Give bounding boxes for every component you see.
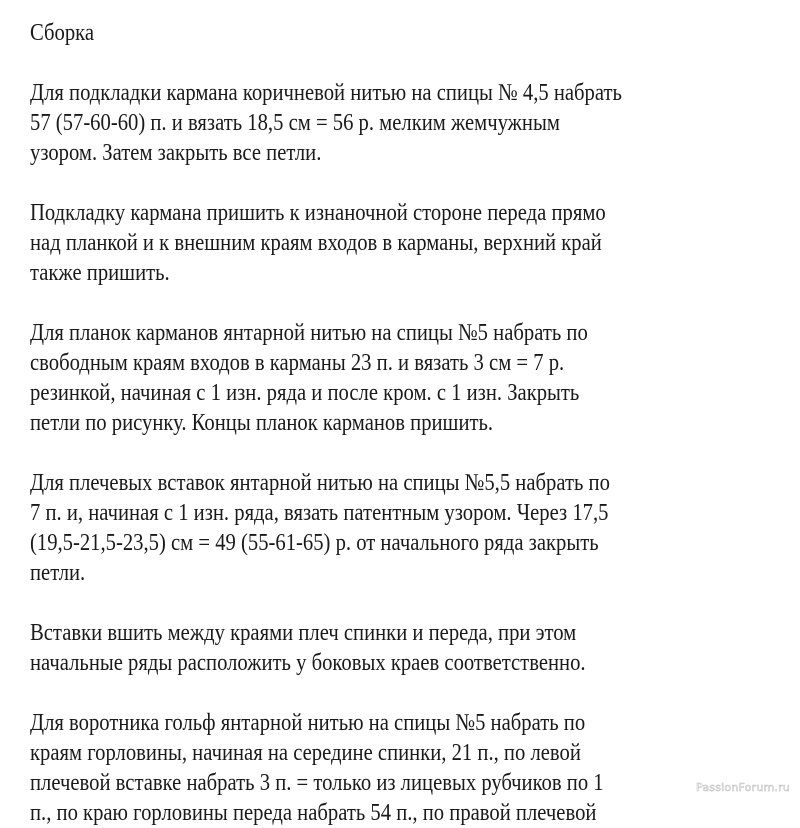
text-line: Для подкладки кармана коричневой нитью на спицы № 4,5 набрать [30, 80, 622, 106]
text-line: Подкладку кармана пришить к изнаночной стороне переда прямо [30, 200, 606, 226]
text-line: п., по краю горловины переда набрать 54 п., по правой плечевой [30, 800, 597, 826]
text-line: узором. Затем закрыть все петли. [30, 140, 322, 166]
text-line: начальные ряды расположить у боковых краев соответственно. [30, 650, 586, 676]
text-line: Для плечевых вставок янтарной нитью на спицы №5,5 набрать по [30, 470, 610, 496]
text-line: резинкой, начиная с 1 изн. ряда и после кром. с 1 изн. Закрыть [30, 380, 580, 406]
paragraph-insert-sewing [30, 618, 790, 678]
paragraph-gap [30, 288, 790, 318]
text-line: Для воротника гольф янтарной нитью на спицы №5 набрать по [30, 710, 586, 736]
paragraph-pocket-lining [30, 78, 790, 168]
text-line: Вставки вшить между краями плеч спинки и переда, при этом [30, 620, 577, 646]
document-page [30, 18, 790, 828]
section-heading: Сборка [30, 20, 95, 46]
paragraph-pocket-sewing [30, 198, 790, 288]
text-line: петли по рисунку. Концы планок карманов пришить. [30, 410, 494, 436]
text-line: 57 (57-60-60) п. и вязать 18,5 см = 56 р. мелким жемчужным [30, 110, 560, 136]
paragraph-gap [30, 168, 790, 198]
text-line: 7 п. и, начиная с 1 изн. ряда, вязать патентным узором. Через 17,5 [30, 500, 609, 526]
text-line: над планкой и к внешним краям входов в карманы, верхний край [30, 230, 602, 256]
paragraph-shoulder-inserts [30, 468, 790, 588]
text-line: краям горловины, начиная на середине спинки, 21 п., по левой [30, 740, 581, 766]
text-line: также пришить. [30, 260, 170, 286]
text-line: плечевой вставке набрать 3 п. = только из лицевых рубчиков по 1 [30, 770, 604, 796]
text-line: (19,5-21,5-23,5) см = 49 (55-61-65) р. от начального ряда закрыть [30, 530, 599, 556]
text-line: свободным краям входов в карманы 23 п. и вязать 3 см = 7 р. [30, 350, 565, 376]
paragraph-gap [30, 678, 790, 708]
paragraph-gap [30, 588, 790, 618]
watermark: PassionForum.ru [696, 781, 790, 794]
paragraph-collar [30, 708, 790, 828]
text-line: Для планок карманов янтарной нитью на спицы №5 набрать по [30, 320, 588, 346]
paragraph-pocket-bands [30, 318, 790, 438]
paragraph-gap [30, 48, 790, 78]
paragraph-gap [30, 438, 790, 468]
text-line: петли. [30, 560, 86, 586]
